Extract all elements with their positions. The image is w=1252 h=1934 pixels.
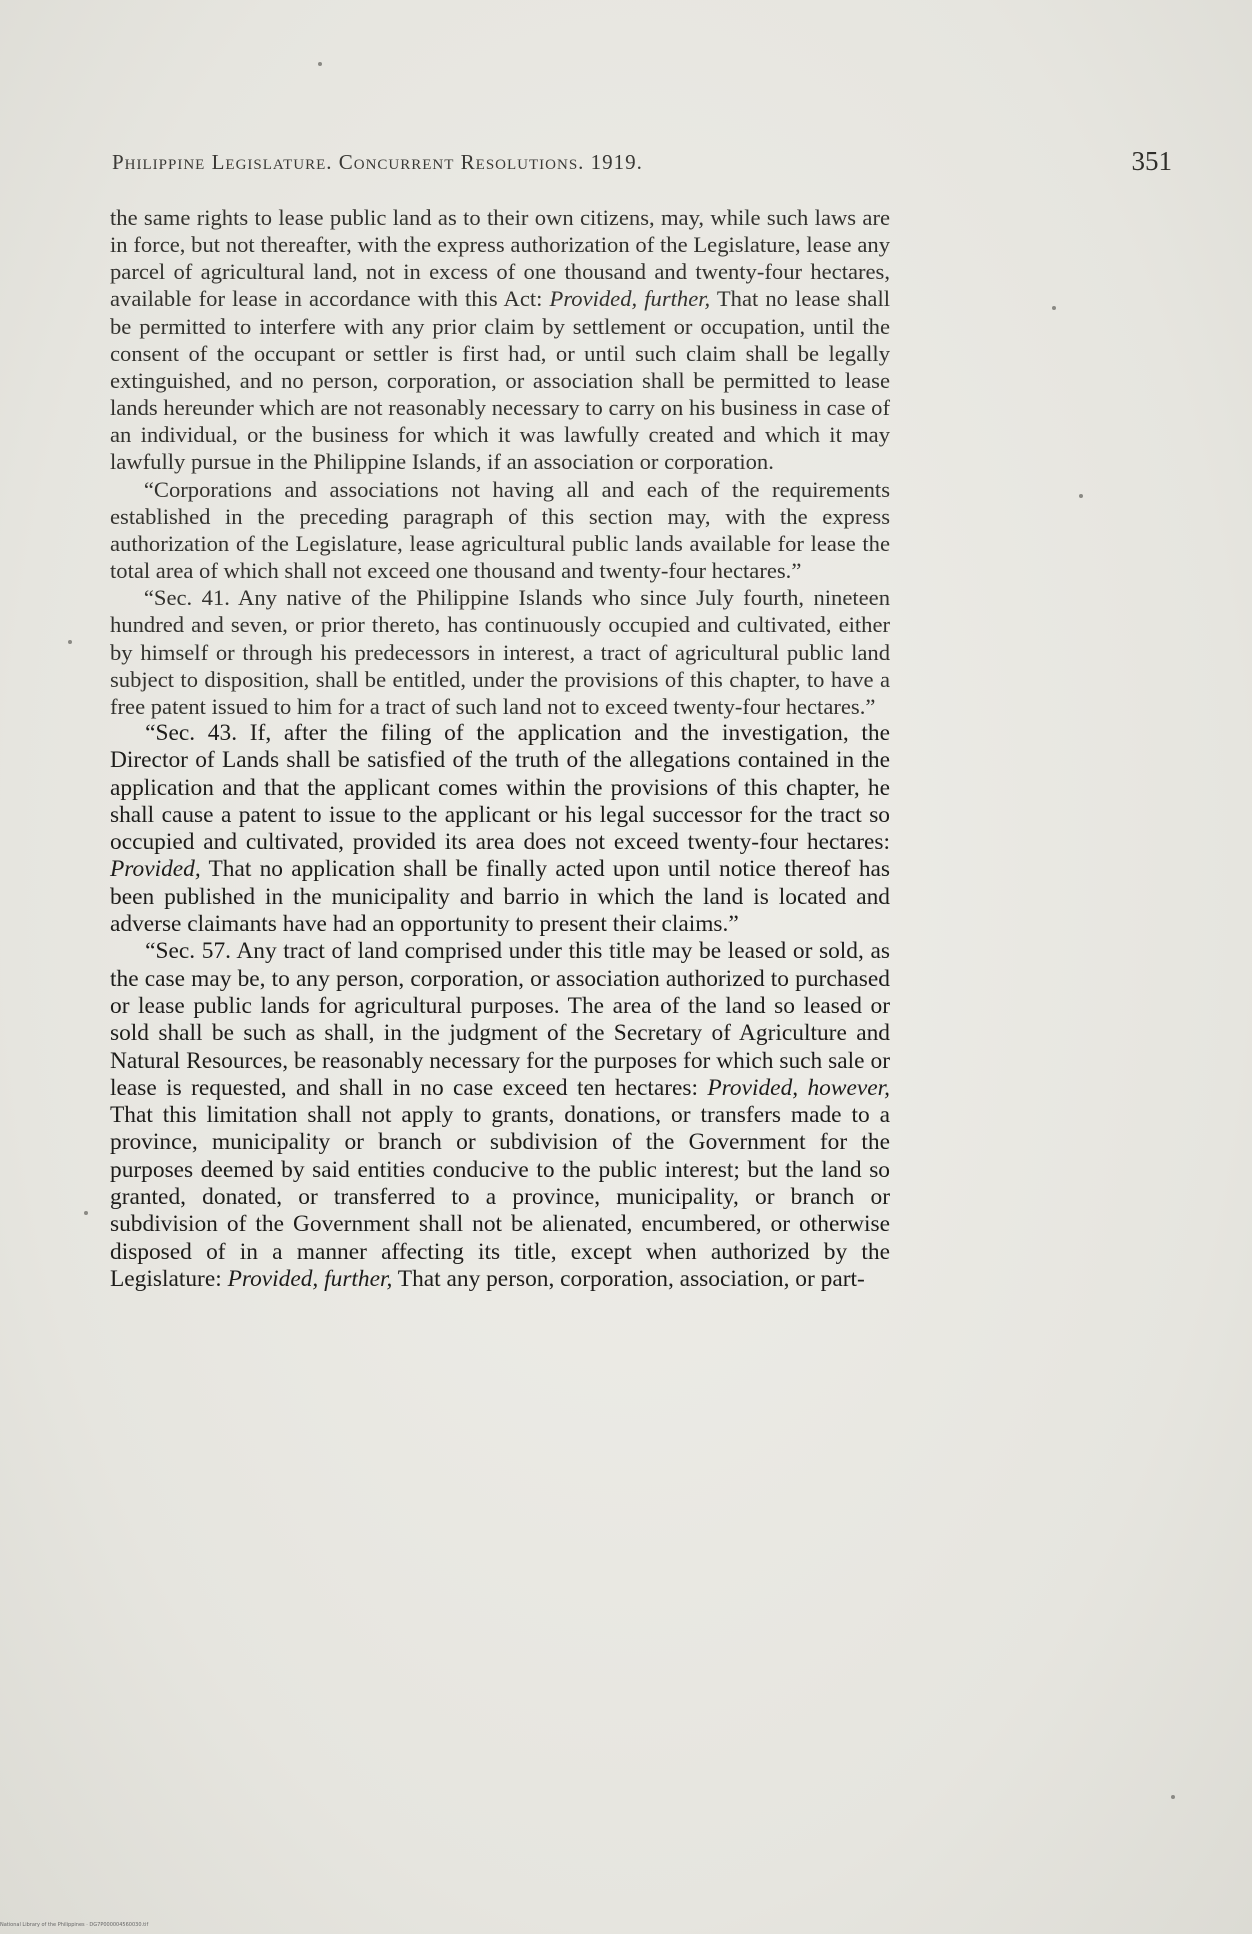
text-run: “Sec. 43. If, after the filing of the application and the investigation, the Director of Lands shall be satisfied of the truth of the allegations contained in the application and that the applicant comes within the provisions of this chapter, he shall cause a patent to issue to the applicant or his legal successor for the tract so occupied and cultivated, provided its area does not exceed twenty-four hectares: xyxy=(110,719,890,856)
text-run: That this limitation shall not apply to grants, donations, or transfers made to a province, municipality or branch or subdivision of the Government for the purposes deemed by said entities conducive to the public interest; but the land so granted, donated, or transferred to a province, municipality, or branch or subdivision of the Government shall not be alienated, encumbered, or otherwise disposed of in a manner affecting its title, except when authorized by the Legislature: xyxy=(110,1102,890,1292)
italic-proviso: Provided, xyxy=(110,856,201,883)
text-run: “Corporations and associations not having all and each of the requirements established in the preceding paragraph of this section may, with the express authorization of the Legislature, lease agricultural public lands available for lease the total area of which shall not exceed one thousand and twenty-four hectares.” xyxy=(110,476,890,584)
paragraph-sec-43 xyxy=(110,720,890,938)
paragraph-continuation xyxy=(110,204,890,476)
text-run: That no application shall be finally acted upon until notice thereof has been published in the municipality and barrio in which the land is located and adverse claimants have had an opportunity to present their claims.” xyxy=(110,856,890,938)
page-header xyxy=(112,146,1172,186)
scan-speck xyxy=(1171,1795,1175,1799)
body-text xyxy=(110,204,890,1293)
scan-credit: National Library of the Philippines · DG7P000004560030.tif xyxy=(0,1922,149,1928)
italic-proviso: Provided, further, xyxy=(227,1265,393,1292)
text-run: That no lease shall be permitted to interfere with any prior claim by settlement or occupation, until the consent of the occupant or settler is first had, or until such claim shall be legally extinguished, and no person, corporation, or association shall be permitted to lease lands hereunder which are not reasonably necessary to carry on his business in case of an individual, or the business for which it was lawfully created and which it may lawfully pursue in the Philippine Islands, if an association or corporation. xyxy=(110,286,890,475)
scan-speck xyxy=(84,1211,88,1215)
text-run: That any person, corporation, association, or part- xyxy=(392,1265,865,1292)
italic-proviso: Provided, however, xyxy=(707,1074,890,1101)
text-run: the same rights to lease public land as to their own citizens, may, while such laws are in force, but not thereafter, with the express authorization of the Legislature, lease any parcel of agricultural land, not in excess of one thousand and twenty-four hectares, available for lease in accordance with this Act: xyxy=(110,205,890,312)
scan-speck xyxy=(1079,494,1083,498)
text-run: “Sec. 57. Any tract of land comprised under this title may be leased or sold, as the case may be, to any person, corporation, or association authorized to purchased or lease public lands for agricultural purposes. The area of the land so leased or sold shall be such as shall, in the judgment of the Secretary of Agriculture and Natural Resources, be reasonably necessary for the purposes for which such sale or lease is requested, and shall in no case exceed ten hectares: xyxy=(110,938,890,1101)
scan-speck xyxy=(1052,306,1056,310)
scan-speck xyxy=(318,62,322,66)
paragraph-sec-41 xyxy=(110,584,890,720)
running-head: Philippine Legislature. Concurrent Resolutions. 1919. xyxy=(112,150,643,174)
page-number: 351 xyxy=(1131,146,1172,176)
scan-speck xyxy=(68,640,72,644)
paragraph-corporations xyxy=(110,476,890,585)
paragraph-sec-57 xyxy=(110,938,890,1293)
italic-proviso: Provided, further, xyxy=(549,286,711,312)
text-run: “Sec. 41. Any native of the Philippine Islands who since July fourth, nineteen hundred and seven, or prior thereto, has continuously occupied and cultivated, either by himself or through his predecessors in interest, a tract of agricultural public land subject to disposition, shall be entitled, under the provisions of this chapter, to have a free patent issued to him for a tract of such land not to exceed twenty-four hectares.” xyxy=(110,585,890,719)
